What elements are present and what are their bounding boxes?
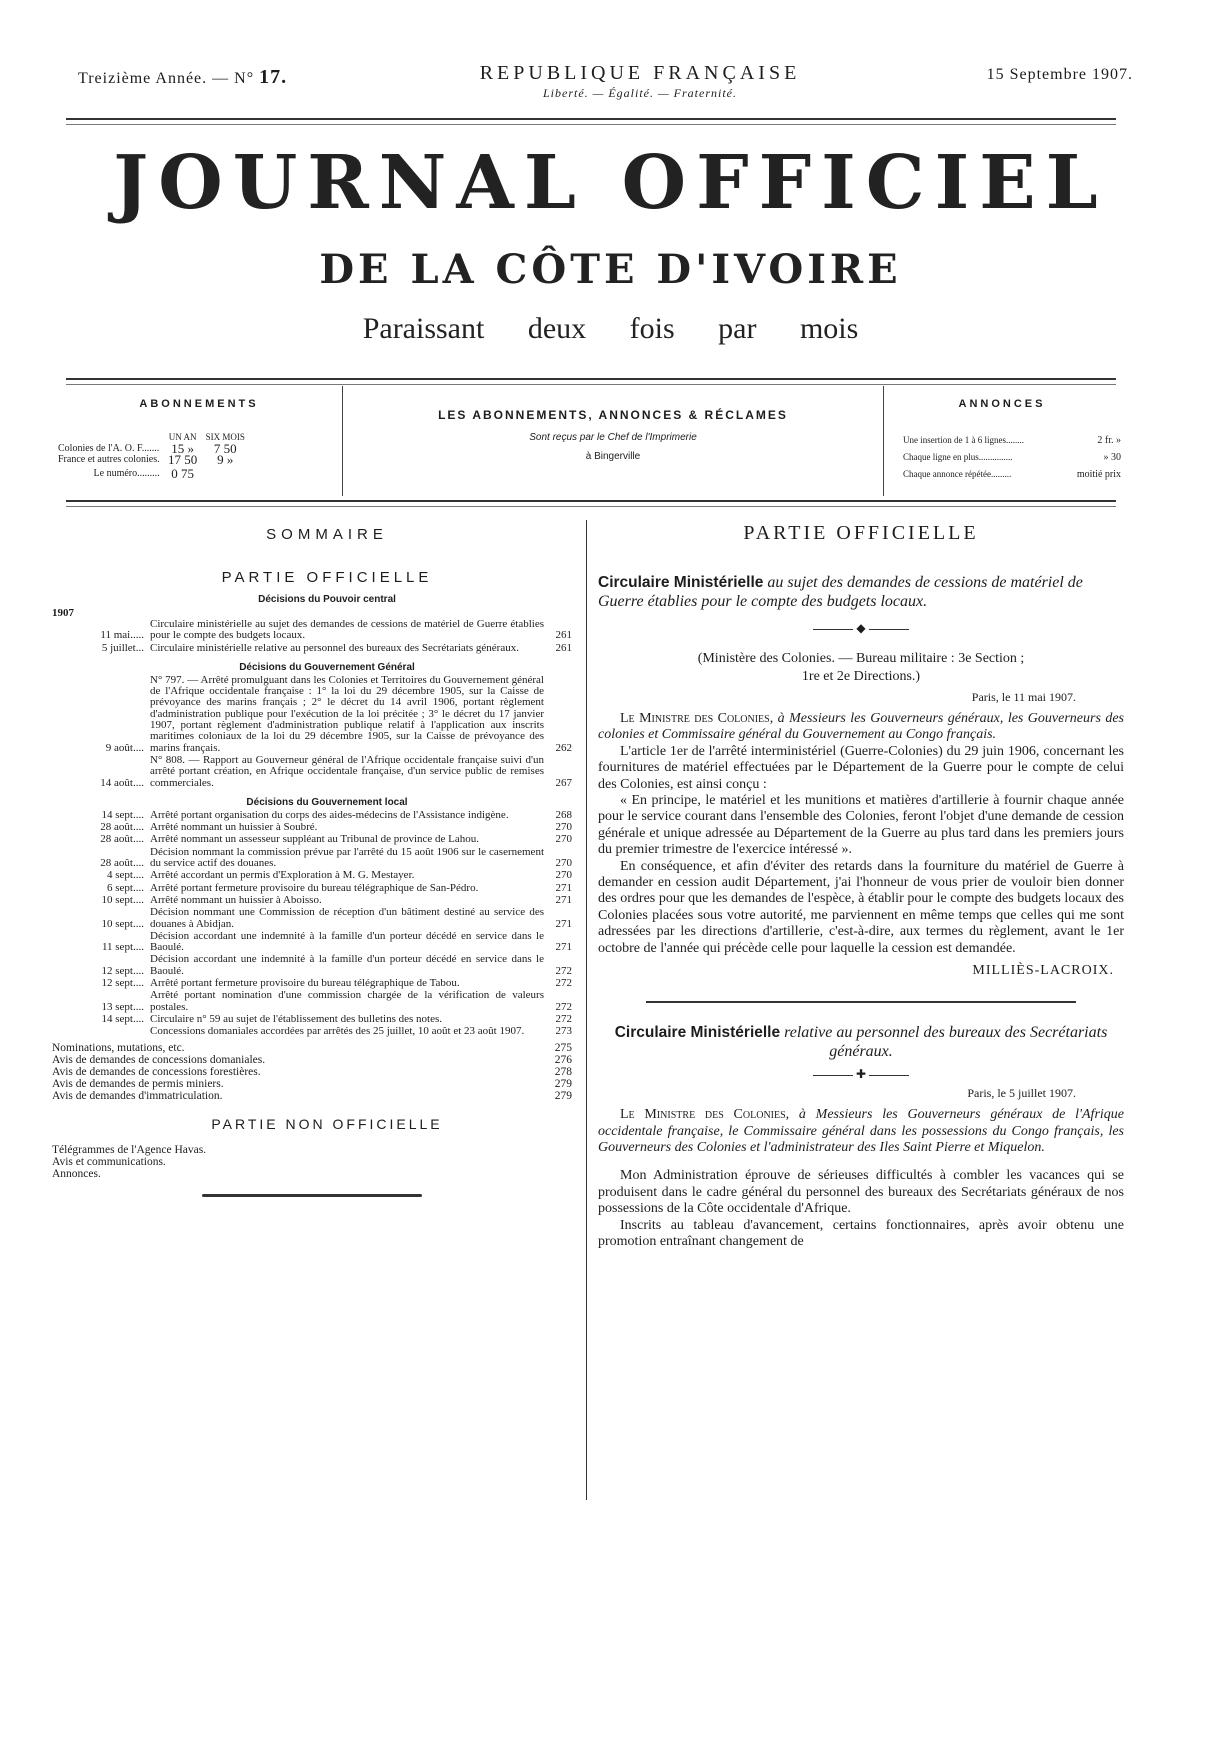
- item-page: 278: [554, 1065, 572, 1078]
- list-item: [52, 907, 572, 930]
- circular-2-heading: [598, 1023, 1124, 1061]
- item-page: 267: [555, 776, 572, 789]
- list-item: [52, 1144, 572, 1156]
- circular-1-ministry-2: 1re et 2e Directions.): [801, 669, 921, 684]
- divider: [66, 500, 1116, 507]
- row-label: Colonies de l'A. O. F.......: [58, 443, 160, 454]
- item-page: 273: [555, 1025, 572, 1038]
- item-date: 14 sept....: [101, 808, 144, 821]
- ad-value: moitié prix: [1076, 469, 1121, 480]
- addressees: à Messieurs les Gouverneurs généraux de l'Afrique occidentale française, le Commissaire général dans les possessions du Congo français, les Gouverneurs des Colonies et l'administrateur des Iles Saint Pierre et Miquelon.: [598, 1107, 1124, 1155]
- subscriptions-panel: [56, 386, 343, 496]
- list-item: [52, 675, 572, 754]
- list-item: [52, 954, 572, 977]
- table-row: [902, 449, 1122, 466]
- circular-1-body: [598, 711, 1124, 957]
- sommaire-partie-officielle: PARTIE OFFICIELLE: [221, 569, 433, 586]
- section-heading: Décisions du Gouvernement Général: [239, 661, 415, 673]
- ornament: ◆: [598, 621, 1124, 636]
- item-page: 270: [555, 869, 572, 882]
- circular-2-date: Paris, le 5 juillet 1907.: [967, 1086, 1076, 1101]
- item-text: Arrêté accordant un permis d'Exploration à M. G. Mestayer.: [150, 869, 415, 882]
- item-page: 271: [555, 917, 572, 930]
- list-item: [52, 883, 572, 894]
- item-date: 12 sept....: [101, 964, 144, 977]
- article-column: [598, 520, 1124, 1250]
- divider: [66, 118, 1116, 125]
- item-text: Décision accordant une indemnité à la famille d'un porteur décédé en service dans le Baoulé.: [150, 953, 544, 977]
- item-text: Arrêté nommant un assesseur suppléant au Tribunal de province de Lahou.: [150, 833, 480, 846]
- year-label: 1907: [52, 607, 74, 619]
- item-text: Circulaire ministérielle relative au personnel des bureaux des Secrétariats généraux.: [150, 641, 519, 654]
- republic-block: [430, 62, 850, 101]
- sommaire-column: [52, 520, 572, 1197]
- paragraph: L'article 1er de l'arrêté interministériel (Guerre-Colonies) du 29 juin 1906, concernant les fournitures de matériel effectuées par le Département de la Guerre pour le compte de celui des Colonies, est ainsi conçu :: [598, 743, 1124, 792]
- item-date: 11 mai.....: [100, 629, 144, 642]
- item-text: Arrêté nommant un huissier à Aboisso.: [150, 893, 322, 906]
- circular-1-ministry: (Ministère des Colonies. — Bureau militaire : 3e Section ;: [697, 651, 1025, 666]
- republic-label: REPUBLIQUE FRANÇAISE: [479, 62, 801, 84]
- item-page: 261: [555, 641, 572, 654]
- section-heading: Décisions du Gouvernement local: [246, 796, 408, 808]
- item-text: Arrêté portant organisation du corps des aides-médecins de l'Assistance indigène.: [150, 808, 509, 821]
- item-page: 270: [555, 857, 572, 870]
- toc-non-officielle: [52, 1144, 572, 1180]
- item-date: 11 sept....: [101, 941, 144, 954]
- list-item: [52, 619, 572, 642]
- item-page: 271: [555, 881, 572, 894]
- list-item: [52, 755, 572, 789]
- sommaire-title: SOMMAIRE: [266, 526, 388, 543]
- table-row: [902, 432, 1122, 449]
- toc-section-pouvoir-central: [52, 619, 572, 654]
- row-label: France et autres colonies.: [58, 454, 160, 465]
- row-six: 7 50: [213, 441, 237, 456]
- toc-misc: [52, 1042, 572, 1102]
- item-text: Télégrammes de l'Agence Havas.: [52, 1143, 207, 1156]
- ads-heading: ANNONCES: [958, 398, 1046, 410]
- ads-table: [902, 432, 1122, 483]
- contact-panel: [343, 386, 884, 496]
- item-page: 272: [555, 1000, 572, 1013]
- list-item: [52, 1078, 572, 1090]
- masthead-subtitle: DE LA CÔTE D'IVOIRE: [319, 246, 902, 293]
- issue-date: 15 Septembre 1907.: [986, 66, 1133, 83]
- circular-1-subject: au sujet des demandes de cessions de matériel de Guerre établies pour le compte des budgets locaux.: [598, 574, 1083, 610]
- item-page: 272: [555, 1012, 572, 1025]
- list-item: [52, 931, 572, 954]
- list-item: [52, 1168, 572, 1180]
- divider: [66, 378, 1116, 385]
- item-text: Arrêté portant fermeture provisoire du bureau télégraphique de San-Pédro.: [150, 881, 479, 894]
- item-text: Annonces.: [52, 1167, 101, 1180]
- list-item: [52, 847, 572, 870]
- contact-line-1: Sont reçus par le Chef de l'Imprimerie: [529, 432, 697, 443]
- list-item: [52, 1090, 572, 1102]
- paragraph: En conséquence, et afin d'éviter des retards dans la fourniture du matériel de Guerre à demander en cession audit Département, j'ai l'honneur de vous prier de vouloir bien donner des ordres pour que les demandes de l'espèce, à établir pour le compte des budgets locaux des Colonies placées sous votre autorité, me parviennent en même temps que celles qui me sont adressées par les directions d'artillerie, c'est-à-dire, aux termes du règlement, avant le 1er octobre de l'année qui précède celle pour laquelle la cession est demandée.: [598, 858, 1124, 956]
- item-text: Arrêté portant nomination d'une commission chargée de la vérification de valeurs postales.: [150, 989, 544, 1013]
- list-item: [52, 1026, 572, 1037]
- ornament-rule: [202, 1194, 422, 1197]
- addressees: à Messieurs les Gouverneurs généraux, les Gouverneurs des colonies et Commissaire général du Gouvernement au Congo français.: [598, 711, 1124, 743]
- list-item: [52, 1066, 572, 1078]
- item-page: 270: [555, 833, 572, 846]
- item-page: 261: [555, 629, 572, 642]
- list-item: [52, 1014, 572, 1025]
- item-date: 10 sept....: [101, 917, 144, 930]
- item-text: Avis de demandes de permis miniers.: [52, 1077, 224, 1090]
- row-year: 17 50: [168, 452, 198, 467]
- section-heading: Décisions du Pouvoir central: [258, 594, 396, 605]
- list-item: [52, 1156, 572, 1168]
- item-text: Décision nommant la commission prévue par l'arrêté du 15 août 1906 sur le casernement du service actif des douanes.: [150, 845, 544, 870]
- item-page: 268: [555, 808, 572, 821]
- item-page: 272: [555, 977, 572, 990]
- paragraph: Mon Administration éprouve de sérieuses difficultés à combler les vacances qui se produisent dans le cadre général du personnel des bureaux des Secrétariats généraux de nos possessions de la Côte occidentale d'Afrique.: [598, 1168, 1124, 1217]
- single-issue-price: 0 75: [171, 466, 195, 481]
- header-line: [70, 62, 1151, 100]
- table-row: [56, 465, 247, 479]
- ads-panel: [884, 386, 1120, 496]
- list-item: [52, 1042, 572, 1054]
- issue-label: Treizième Année. — N° 17.: [78, 66, 288, 88]
- item-text: Avis de demandes d'immatriculation.: [52, 1089, 223, 1102]
- item-text: Concessions domaniales accordées par arrêtés des 25 juillet, 10 août et 23 août 1907.: [150, 1025, 525, 1038]
- circular-2-title: Circulaire Ministérielle: [614, 1024, 781, 1042]
- subscription-box: [56, 386, 1120, 498]
- item-page: 271: [555, 941, 572, 954]
- item-text: Décision nommant une Commission de réception d'un bâtiment destiné au service des douanes à Abidjan.: [150, 906, 544, 930]
- item-page: 279: [554, 1077, 572, 1090]
- circular-2-subject: relative au personnel des bureaux des Secrétariats généraux.: [780, 1024, 1108, 1061]
- column-separator: [586, 520, 587, 1500]
- item-text: Décision accordant une indemnité à la famille d'un porteur décédé en service dans le Baoulé.: [150, 929, 544, 954]
- item-text: N° 797. — Arrêté promulguant dans les Colonies et Territoires du Gouvernement général de l'Afrique occidentale française : 1° la loi du 29 décembre 1905, sur la Caisse de prévoyance des marins français ; 2° le décret du 14 avril 1906, portant règlement d'administration publique pour l'exécution de la loi précitée ; 3° le décret du 17 janvier 1907, portant règlement d'administration publique relatif à l'application aux inscrits maritimes coloniaux de la loi du 29 décembre 1905, sur la Caisse de prévoyance des marins français.: [150, 673, 544, 754]
- masthead-frequency: Paraissant deux fois par mois: [362, 312, 859, 345]
- addressor: Le Ministre des Colonies,: [620, 1107, 790, 1123]
- partie-non-officielle-heading: PARTIE NON OFFICIELLE: [211, 1115, 443, 1132]
- item-date: 28 août....: [100, 857, 144, 870]
- list-item: [52, 978, 572, 989]
- masthead-title: JOURNAL OFFICIEL: [113, 140, 1108, 226]
- list-item: [52, 810, 572, 821]
- list-item: [52, 895, 572, 906]
- item-page: 271: [555, 893, 572, 906]
- single-issue-label: Le numéro.........: [93, 468, 160, 479]
- toc-section-gouvernement-local: [52, 810, 572, 1038]
- item-text: N° 808. — Rapport au Gouverneur général de l'Afrique occidentale française suivi d'un arrêté portant création, en Afrique occidentale française, d'un service public de remises commerciales.: [150, 753, 544, 789]
- list-item: [52, 834, 572, 845]
- circular-2-body: [598, 1107, 1124, 1250]
- list-item: [52, 643, 572, 654]
- paragraph: « En principe, le matériel et les munitions et matières d'artillerie à fournir chaque année pour le service courant dans l'ensemble des Colonies, feront l'objet d'une demande de cession générale et unique adressée au Département de la Guerre au plus tard dans les premiers jours du premier trimestre de l'exercice intéressé ».: [598, 793, 1124, 858]
- item-text: Avis et communications.: [52, 1155, 166, 1168]
- item-date: 4 sept....: [107, 869, 144, 882]
- item-date: 12 sept....: [101, 977, 144, 990]
- item-page: 275: [554, 1041, 572, 1054]
- table-row: [56, 454, 247, 465]
- paragraph: Inscrits au tableau d'avancement, certains fonctionnaires, après avoir obtenu une promotion entraînant changement de: [598, 1217, 1124, 1249]
- contact-heading: LES ABONNEMENTS, ANNONCES & RÉCLAMES: [438, 408, 788, 422]
- item-date: 13 sept....: [101, 1000, 144, 1013]
- item-date: 9 août....: [105, 741, 144, 754]
- ad-label: Chaque annonce répétée.........: [903, 469, 1012, 479]
- row-year: 15 »: [171, 441, 195, 456]
- ad-value: » 30: [1103, 452, 1121, 463]
- row-six: 9 »: [217, 452, 234, 467]
- list-item: [52, 870, 572, 881]
- ad-value: 2 fr. »: [1097, 435, 1121, 446]
- col-six-months: SIX MOIS: [205, 432, 245, 442]
- item-date: 5 juillet...: [101, 641, 144, 654]
- item-text: Nominations, mutations, etc.: [52, 1041, 185, 1054]
- item-page: 272: [555, 964, 572, 977]
- circular-1-date: Paris, le 11 mai 1907.: [971, 690, 1076, 704]
- item-page: 262: [555, 741, 572, 754]
- item-date: 10 sept....: [101, 893, 144, 906]
- item-text: Avis de demandes de concessions domaniales.: [52, 1053, 266, 1066]
- item-page: 279: [554, 1089, 572, 1102]
- circular-1-signature: MILLIÈS-LACROIX.: [972, 963, 1114, 979]
- item-date: 6 sept....: [107, 881, 144, 894]
- republic-motto: Liberté. — Égalité. — Fraternité.: [543, 86, 737, 100]
- item-date: 28 août....: [100, 833, 144, 846]
- item-text: Circulaire n° 59 au sujet de l'établissement des bulletins des notes.: [150, 1012, 443, 1025]
- table-row: [902, 466, 1122, 483]
- item-date: 28 août....: [100, 821, 144, 834]
- ad-label: Chaque ligne en plus...............: [903, 452, 1013, 462]
- item-date: 14 sept....: [101, 1012, 144, 1025]
- list-item: [52, 822, 572, 833]
- item-text: Arrêté portant fermeture provisoire du bureau télégraphique de Tabou.: [150, 977, 460, 990]
- list-item: [52, 1054, 572, 1066]
- item-text: Circulaire ministérielle au sujet des demandes de cessions de matériel de Guerre établies pour le compte des budgets locaux.: [150, 618, 544, 642]
- item-text: Avis de demandes de concessions forestières.: [52, 1065, 261, 1078]
- toc-section-gouvernement-general: [52, 675, 572, 789]
- divider: [646, 1001, 1076, 1003]
- list-item: [52, 990, 572, 1013]
- contact-line-2: à Bingerville: [585, 451, 641, 462]
- subscriptions-heading: ABONNEMENTS: [139, 398, 259, 410]
- circular-1-title: Circulaire Ministérielle: [598, 574, 764, 591]
- item-page: 270: [555, 821, 572, 834]
- subscriptions-table: [56, 432, 247, 479]
- ornament: ✚: [598, 1067, 1124, 1082]
- item-page: 276: [554, 1053, 572, 1066]
- partie-officielle-title: PARTIE OFFICIELLE: [743, 522, 979, 544]
- circular-1-heading: [598, 573, 1124, 611]
- addressor: Le Ministre des Colonies,: [620, 711, 774, 726]
- col-year: UN AN: [168, 432, 197, 442]
- item-text: Arrêté nommant un huissier à Soubré.: [150, 821, 318, 834]
- item-date: 14 août....: [100, 776, 144, 789]
- ad-label: Une insertion de 1 à 6 lignes........: [903, 435, 1024, 445]
